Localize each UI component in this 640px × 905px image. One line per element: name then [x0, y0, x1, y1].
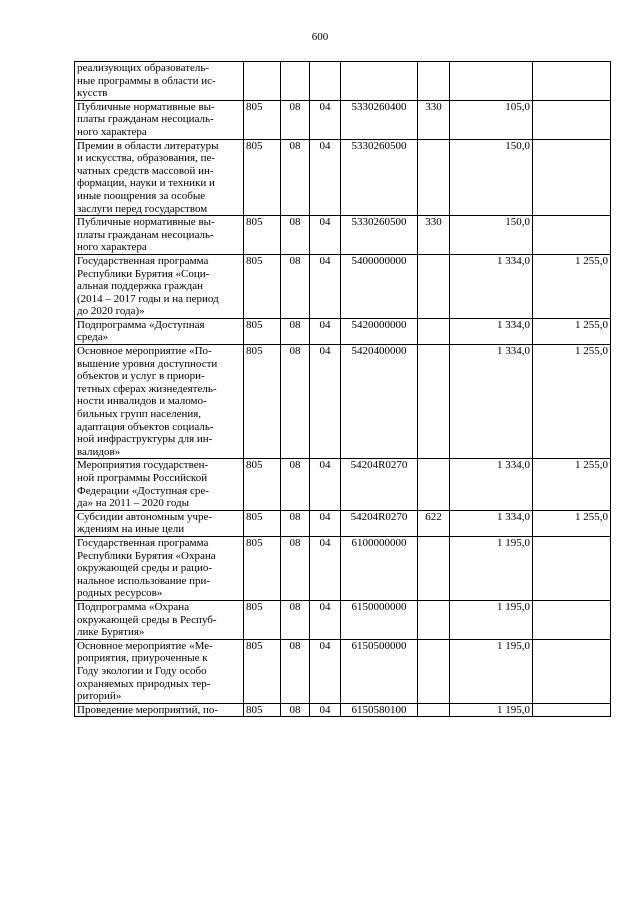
cell-amount-2 [533, 216, 611, 255]
cell-name: Премии в области литературы и искусства, образования, пе- чатных средств массовой ин- формации, науки и техники и иные поощрения за особые заслуги перед государством [75, 139, 244, 216]
cell-section-code: 08 [281, 639, 310, 703]
table-row [75, 459, 611, 510]
cell-amount-2 [533, 139, 611, 216]
cell-section-code: 08 [281, 216, 310, 255]
cell-name: Мероприятия государствен- ной программы Российской Федерации «Доступная сре- да» на 2011 – 2020 годы [75, 459, 244, 510]
cell-expense-type [418, 459, 450, 510]
cell-amount-1: 150,0 [450, 216, 533, 255]
cell-ministry-code: 805 [244, 459, 281, 510]
cell-name: Основное мероприятие «По- вышение уровня доступности объектов и услуг в приори- тетных сферах жизнедеятель- ности инвалидов и маломо- бильных групп населения, адаптация объектов социаль- ной инфраструктуры для ин- валидов» [75, 345, 244, 459]
cell-amount-2 [533, 600, 611, 639]
cell-amount-2 [533, 536, 611, 600]
cell-amount-1 [450, 62, 533, 101]
cell-amount-2 [533, 62, 611, 101]
cell-expense-type [418, 62, 450, 101]
cell-target-article: 5330260500 [341, 139, 418, 216]
table-row [75, 600, 611, 639]
cell-subsection-code: 04 [310, 100, 341, 139]
cell-expense-type [418, 345, 450, 459]
cell-expense-type [418, 254, 450, 318]
cell-ministry-code: 805 [244, 139, 281, 216]
cell-name: Основное мероприятие «Ме- роприятия, приуроченные к Году экологии и Году особо охраняемых природных тер- риторий» [75, 639, 244, 703]
cell-target-article: 5400000000 [341, 254, 418, 318]
cell-expense-type [418, 139, 450, 216]
cell-section-code: 08 [281, 318, 310, 344]
cell-section-code: 08 [281, 703, 310, 717]
cell-target-article: 6150580100 [341, 703, 418, 717]
cell-amount-1: 105,0 [450, 100, 533, 139]
cell-section-code: 08 [281, 536, 310, 600]
cell-amount-1: 1 334,0 [450, 318, 533, 344]
cell-amount-2: 1 255,0 [533, 510, 611, 536]
cell-section-code: 08 [281, 139, 310, 216]
table-row [75, 536, 611, 600]
cell-expense-type: 622 [418, 510, 450, 536]
table-body [75, 62, 611, 717]
cell-subsection-code: 04 [310, 703, 341, 717]
cell-amount-2: 1 255,0 [533, 318, 611, 344]
cell-subsection-code [310, 62, 341, 101]
cell-amount-1: 1 334,0 [450, 345, 533, 459]
table-row [75, 100, 611, 139]
cell-ministry-code: 805 [244, 254, 281, 318]
cell-target-article: 6150000000 [341, 600, 418, 639]
cell-section-code: 08 [281, 254, 310, 318]
cell-expense-type [418, 703, 450, 717]
table-row [75, 216, 611, 255]
cell-target-article: 5330260500 [341, 216, 418, 255]
cell-name: Публичные нормативные вы- платы гражданам несоциаль- ного характера [75, 100, 244, 139]
cell-amount-1: 1 195,0 [450, 536, 533, 600]
cell-subsection-code: 04 [310, 639, 341, 703]
cell-ministry-code: 805 [244, 600, 281, 639]
table-row [75, 703, 611, 717]
cell-amount-1: 1 334,0 [450, 459, 533, 510]
cell-subsection-code: 04 [310, 600, 341, 639]
cell-amount-1: 1 195,0 [450, 600, 533, 639]
cell-name: Государственная программа Республики Бурятия «Соци- альная поддержка граждан (2014 – 2017 годы и на период до 2020 года)» [75, 254, 244, 318]
cell-target-article: 6150500000 [341, 639, 418, 703]
cell-expense-type [418, 600, 450, 639]
cell-amount-1: 1 195,0 [450, 639, 533, 703]
table-row [75, 639, 611, 703]
cell-amount-1: 1 195,0 [450, 703, 533, 717]
cell-amount-2 [533, 703, 611, 717]
cell-subsection-code: 04 [310, 318, 341, 344]
table-row [75, 318, 611, 344]
cell-target-article: 54204R0270 [341, 510, 418, 536]
cell-section-code: 08 [281, 100, 310, 139]
cell-ministry-code: 805 [244, 536, 281, 600]
cell-amount-2 [533, 639, 611, 703]
cell-expense-type [418, 318, 450, 344]
cell-section-code: 08 [281, 510, 310, 536]
cell-ministry-code: 805 [244, 345, 281, 459]
cell-target-article [341, 62, 418, 101]
cell-amount-1: 1 334,0 [450, 254, 533, 318]
cell-section-code [281, 62, 310, 101]
table-row [75, 139, 611, 216]
cell-name: Подпрограмма «Доступная среда» [75, 318, 244, 344]
cell-ministry-code: 805 [244, 100, 281, 139]
cell-section-code: 08 [281, 345, 310, 459]
cell-subsection-code: 04 [310, 254, 341, 318]
cell-name: реализующих образователь- ные программы в области ис- кусств [75, 62, 244, 101]
cell-ministry-code: 805 [244, 510, 281, 536]
cell-subsection-code: 04 [310, 536, 341, 600]
cell-amount-2: 1 255,0 [533, 254, 611, 318]
page-number: 600 [311, 31, 329, 43]
cell-name: Государственная программа Республики Бурятия «Охрана окружающей среды и рацио- нальное использование при- родных ресурсов» [75, 536, 244, 600]
cell-name: Подпрограмма «Охрана окружающей среды в Респуб- лике Бурятия» [75, 600, 244, 639]
cell-target-article: 5420400000 [341, 345, 418, 459]
cell-subsection-code: 04 [310, 216, 341, 255]
cell-subsection-code: 04 [310, 345, 341, 459]
cell-name: Проведение мероприятий, по- [75, 703, 244, 717]
cell-amount-1: 1 334,0 [450, 510, 533, 536]
cell-target-article: 6100000000 [341, 536, 418, 600]
cell-ministry-code: 805 [244, 216, 281, 255]
cell-ministry-code: 805 [244, 639, 281, 703]
cell-subsection-code: 04 [310, 459, 341, 510]
cell-ministry-code: 805 [244, 703, 281, 717]
cell-expense-type: 330 [418, 100, 450, 139]
table-row [75, 254, 611, 318]
cell-amount-2: 1 255,0 [533, 459, 611, 510]
cell-target-article: 5330260400 [341, 100, 418, 139]
cell-expense-type [418, 639, 450, 703]
cell-amount-1: 150,0 [450, 139, 533, 216]
cell-target-article: 5420000000 [341, 318, 418, 344]
cell-target-article: 54204R0270 [341, 459, 418, 510]
cell-amount-2 [533, 100, 611, 139]
cell-subsection-code: 04 [310, 139, 341, 216]
cell-amount-2: 1 255,0 [533, 345, 611, 459]
cell-ministry-code: 805 [244, 318, 281, 344]
cell-section-code: 08 [281, 459, 310, 510]
table-row [75, 510, 611, 536]
table-row [75, 345, 611, 459]
table-row [75, 62, 611, 101]
cell-expense-type [418, 536, 450, 600]
cell-ministry-code [244, 62, 281, 101]
cell-subsection-code: 04 [310, 510, 341, 536]
cell-name: Публичные нормативные вы- платы гражданам несоциаль- ного характера [75, 216, 244, 255]
cell-expense-type: 330 [418, 216, 450, 255]
budget-table [74, 61, 611, 717]
cell-name: Субсидии автономным учре- ждениям на иные цели [75, 510, 244, 536]
cell-section-code: 08 [281, 600, 310, 639]
